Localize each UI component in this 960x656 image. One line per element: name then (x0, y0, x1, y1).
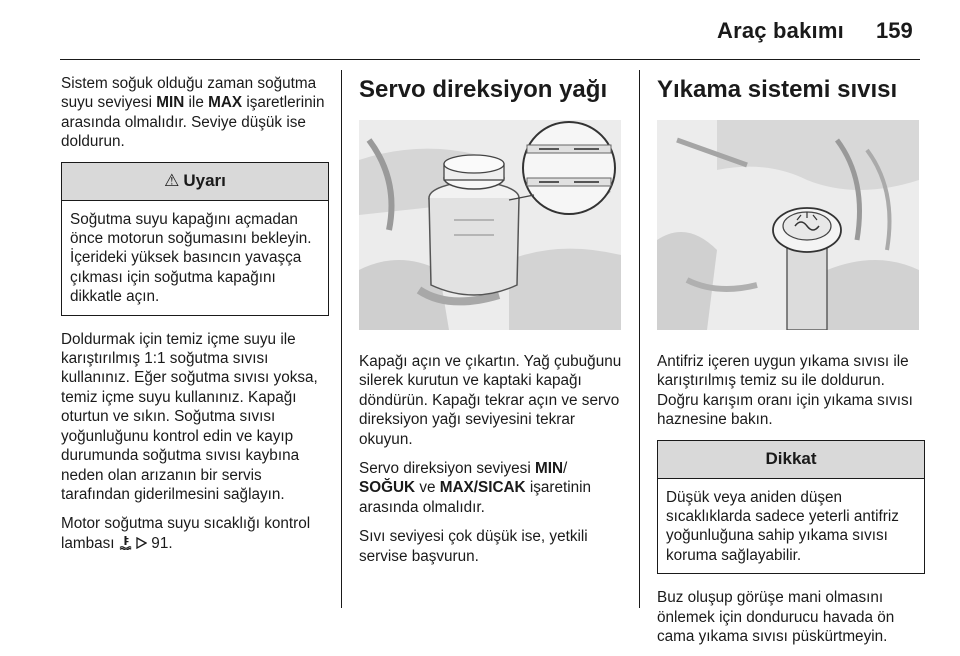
column-washer-fluid (657, 74, 925, 656)
washer-frost-paragraph: Buz oluşup görüşe mani olmasını önlemek için dondurucu havada ön cama yıkama sıvısı püskürtmeyin. (657, 589, 895, 646)
cold-mark: SOĞUK (359, 479, 416, 497)
min-mark: MIN (534, 460, 564, 478)
notice-text: Düşük veya aniden düşen sıcaklıklarda sadece yeterli antifriz yoğunluğuna sahip yıkama sıvısı koruma sağlayabilir. (666, 488, 899, 564)
coolant-lamp-paragraph: Motor soğutma suyu sıcaklığı kontrol lambası 91. (61, 515, 311, 552)
header-divider (60, 59, 920, 60)
warning-box-header (62, 163, 328, 201)
header-title: Araç bakımı (717, 18, 844, 43)
warning-title: Uyarı (183, 171, 226, 191)
notice-box (657, 440, 925, 575)
power-steering-reservoir-illustration (359, 120, 621, 330)
warning-icon: ⚠ (164, 171, 180, 191)
power-steering-level-paragraph: Servo direksiyon seviyesi MIN/ SOĞUK ve MAX/SICAK işaretinin arasında olmalıdır. (359, 460, 592, 516)
page-header (0, 0, 960, 60)
page-reference: 91. (147, 534, 173, 552)
page-reference-icon (136, 535, 147, 552)
notice-box-header (658, 441, 924, 479)
washer-fill-paragraph: Antifriz içeren uygun yıkama sıvısı ile karıştırılmış temiz su ile doldurun. Doğru karışım oranı için yıkama sıvısı haznesine bakın. (657, 353, 913, 429)
column-power-steering (359, 74, 627, 576)
warning-text: Soğutma suyu kapağını açmadan önce motorun soğumasını bekleyin. İçerideki yüksek basıncın yavaşça çıkması için soğutma kapağını dikkatle açın. (70, 210, 312, 306)
coolant-fill-paragraph: Doldurmak için temiz içme suyu ile karıştırılmış 1:1 soğutma sıvısı kullanınız. Eğer soğutma sıvısı yoksa, temiz içme suyu kullanınız. Kapağı oturtun ve sıkın. Soğutma sıvısı yoğunluğunu kontrol edin ve kayıp durumunda soğutma sıvısı kaybına neden olan arızanın bir servis tarafından giderilmesini sağlayın. (61, 330, 318, 503)
column-coolant (61, 74, 329, 563)
page-number: 159 (876, 18, 913, 43)
coolant-level-paragraph: Sistem soğuk olduğu zaman soğutma suyu seviyesi MIN ile MAX işaretlerinin arasında olmalıdır. Seviye düşük ise doldurun. (61, 75, 325, 151)
column-divider-1 (341, 70, 342, 608)
warning-box (61, 162, 329, 316)
power-steering-service-paragraph: Sıvı seviyesi çok düşük ise, yetkili servise başvurun. (359, 528, 588, 565)
power-steering-check-paragraph: Kapağı açın ve çıkartın. Yağ çubuğunu silerek kurutun ve kaptaki kapağı döndürün. Kapağı tekrar açın ve servo direksiyon yağı seviyesini tekrar okuyun. (359, 353, 622, 448)
coolant-temperature-icon (119, 535, 132, 551)
washer-fluid-reservoir-illustration (657, 120, 919, 330)
section-title-power-steering: Servo direksiyon yağı (359, 76, 608, 103)
max-hot-mark: MAX/SICAK (439, 479, 526, 497)
section-title-washer-fluid: Yıkama sistemi sıvısı (657, 76, 898, 103)
max-mark: MAX (208, 94, 243, 112)
min-mark: MIN (156, 94, 185, 112)
notice-title: Dikkat (765, 449, 817, 469)
column-divider-2 (639, 70, 640, 608)
